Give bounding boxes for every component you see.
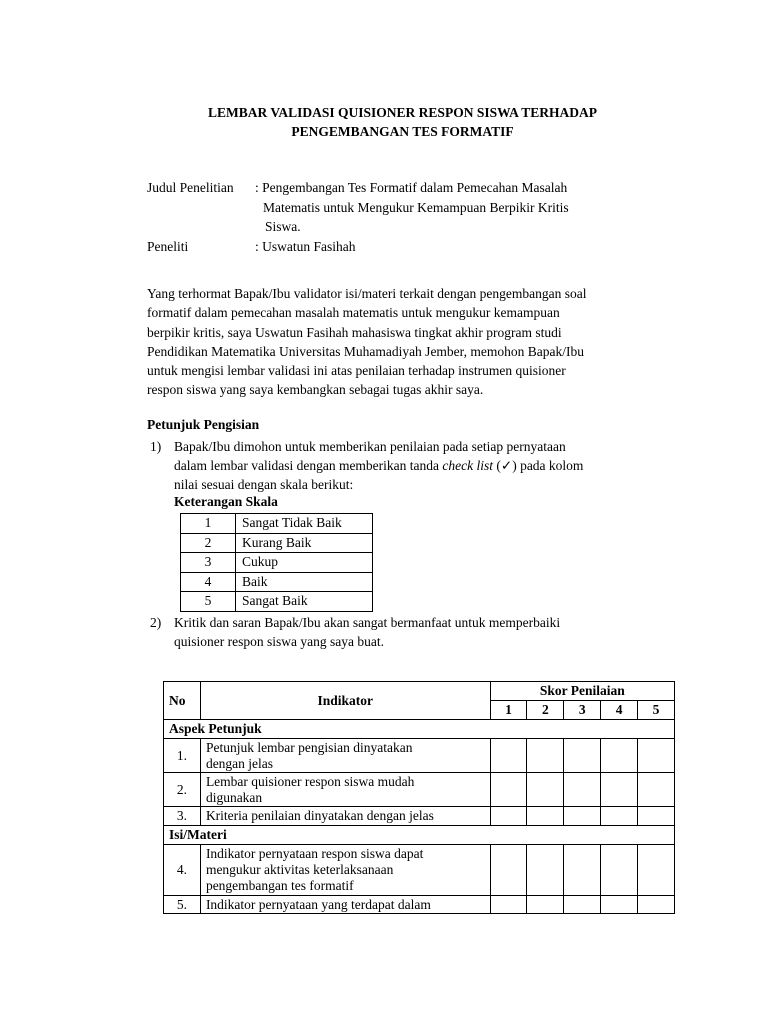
intro-line: formatif dalam pemecahan masalah matematis untuk mengukur kemampuan [147,305,560,321]
intro-line: Yang terhormat Bapak/Ibu validator isi/materi terkait dengan pengembangan soal [147,286,587,301]
scale-number: 5 [181,592,236,612]
score-cell[interactable] [490,739,527,773]
validation-table [163,681,675,914]
instruction-number: 1) [150,439,162,454]
scale-label: Cukup [236,553,373,573]
score-cell[interactable] [490,845,527,896]
header-skor-penilaian: Skor Penilaian [490,682,674,701]
score-cell[interactable] [601,845,638,896]
score-cell[interactable] [601,896,638,914]
section-isi-materi: Isi/Materi [164,826,675,845]
research-meta [147,178,667,256]
score-cell[interactable] [490,773,527,807]
table-row [164,896,675,914]
score-header-5: 5 [638,701,675,720]
scale-label: Sangat Tidak Baik [236,514,373,534]
intro-line: respon siswa yang saya kembangkan sebagai tugas akhir saya. [147,382,484,398]
check-list-term: check list [442,458,494,473]
score-cell[interactable] [527,739,564,773]
section-row [164,826,675,845]
score-cell[interactable] [601,807,638,826]
header-no: No [164,682,201,720]
scale-number: 1 [181,514,236,534]
instruction-line: nilai sesuai dengan skala berikut: [174,477,354,492]
judul-row [147,178,667,237]
score-cell[interactable] [601,739,638,773]
instruction-line: quisioner respon siswa yang saya buat. [174,634,384,649]
peneliti-value: : Uswatun Fasihah [255,238,356,254]
peneliti-label: Peneliti [147,238,189,254]
score-cell[interactable] [638,807,675,826]
row-indikator-line: mengukur aktivitas keterlaksanaan [205,862,394,877]
judul-value [255,178,667,237]
score-cell[interactable] [527,896,564,914]
score-cell[interactable] [601,773,638,807]
row-number: 5. [164,896,201,914]
scale-row [181,533,373,553]
score-cell[interactable] [490,896,527,914]
instruction-text [174,437,658,494]
title-line-2: PENGEMBANGAN TES FORMATIF [291,124,514,139]
intro-line: untuk mengisi lembar validasi ini atas penilaian terhadap instrumen quisioner [147,363,566,379]
row-number: 1. [164,739,201,773]
score-cell[interactable] [564,739,601,773]
score-cell[interactable] [527,845,564,896]
score-cell[interactable] [527,807,564,826]
document-title [100,103,705,141]
score-header-2: 2 [527,701,564,720]
header-indikator: Indikator [200,682,490,720]
table-row [164,773,675,807]
peneliti-row [147,237,667,257]
row-indikator [200,773,490,807]
row-number: 4. [164,845,201,896]
instruction-number: 2) [150,615,162,630]
scale-row [181,592,373,612]
instruction-text [174,613,658,651]
row-indikator-line: Lembar quisioner respon siswa mudah [205,773,415,789]
instruction-item-1 [147,437,658,494]
instruction-line: Bapak/Ibu dimohon untuk memberikan penilaian pada setiap pernyataan [174,439,566,454]
section-row [164,720,675,739]
petunjuk-heading: Petunjuk Pengisian [147,417,260,432]
row-indikator-line: Indikator pernyataan yang terdapat dalam [205,896,431,912]
row-number: 3. [164,807,201,826]
row-indikator-line: Petunjuk lembar pengisian dinyatakan [205,739,413,755]
scale-row [181,553,373,573]
instruction-line-post: (✓) pada kolom [493,458,584,473]
score-header-3: 3 [564,701,601,720]
row-indikator [200,896,490,914]
score-cell[interactable] [490,807,527,826]
row-indikator [200,739,490,773]
judul-line-2: Matematis untuk Mengukur Kemampuan Berpikir Kritis [263,199,569,215]
scale-label: Kurang Baik [236,533,373,553]
score-cell[interactable] [638,845,675,896]
row-indikator-line: digunakan [205,789,263,805]
row-indikator-line: pengembangan tes formatif [205,878,354,893]
intro-paragraph [147,284,658,400]
row-number: 2. [164,773,201,807]
instruction-line-pre: dalam lembar validasi dengan memberikan tanda [174,458,443,473]
score-cell[interactable] [638,773,675,807]
keterangan-skala-heading: Keterangan Skala [174,494,278,509]
scale-row [181,572,373,592]
score-cell[interactable] [564,845,601,896]
judul-label: Judul Penelitian [147,180,234,195]
score-cell[interactable] [564,773,601,807]
score-cell[interactable] [564,807,601,826]
table-row [164,845,675,896]
row-indikator [200,845,490,896]
scale-table [180,513,373,612]
row-indikator-line: Kriteria penilaian dinyatakan dengan jelas [205,808,434,823]
score-cell[interactable] [638,896,675,914]
title-line-1: LEMBAR VALIDASI QUISIONER RESPON SISWA TERHADAP [208,105,597,120]
score-cell[interactable] [527,773,564,807]
score-cell[interactable] [564,896,601,914]
row-indikator [200,807,490,826]
score-header-1: 1 [490,701,527,720]
scale-row [181,514,373,534]
section-aspek-petunjuk: Aspek Petunjuk [164,720,675,739]
judul-line-3: Siswa. [265,219,301,234]
instruction-line: Kritik dan saran Bapak/Ibu akan sangat bermanfaat untuk memperbaiki [174,615,561,630]
intro-line: Pendidikan Matematika Universitas Muhamadiyah Jember, memohon Bapak/Ibu [147,343,584,359]
scale-number: 3 [181,553,236,573]
judul-line-1: : Pengembangan Tes Formatif dalam Pemecahan Masalah [255,180,568,195]
scale-number: 4 [181,572,236,592]
score-cell[interactable] [638,739,675,773]
instruction-line-checklist [174,456,658,475]
row-indikator-line: dengan jelas [205,755,274,771]
instruction-item-2 [147,613,658,651]
table-row [164,739,675,773]
table-row [164,807,675,826]
scale-label: Baik [236,572,373,592]
scale-number: 2 [181,533,236,553]
score-header-4: 4 [601,701,638,720]
header-row [164,682,675,701]
scale-label: Sangat Baik [236,592,373,612]
intro-line: berpikir kritis, saya Uswatun Fasihah mahasiswa tingkat akhir program studi [147,324,562,340]
row-indikator-line: Indikator pernyataan respon siswa dapat [205,846,424,861]
